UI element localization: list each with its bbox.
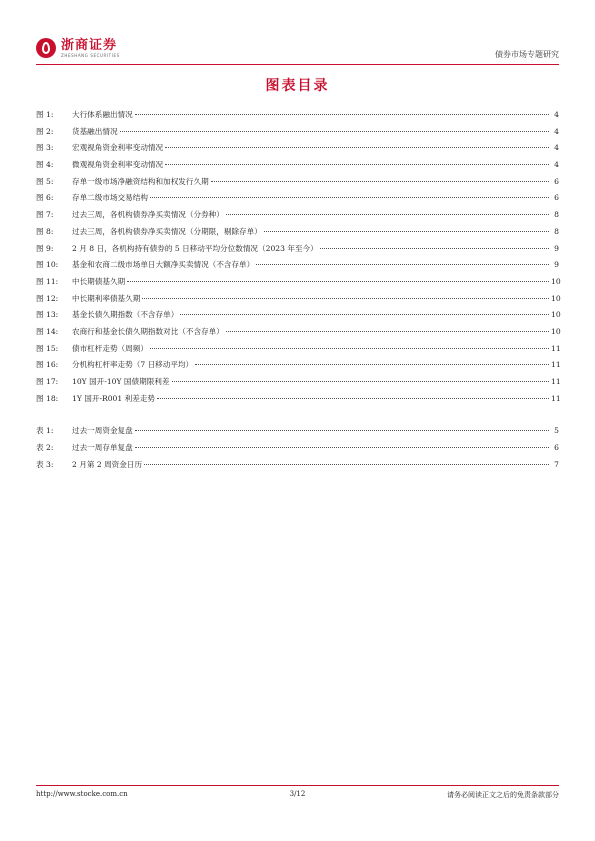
table-entry-page: 5 <box>554 426 559 436</box>
figure-entry-label: 图 16: <box>36 360 59 370</box>
figure-entry[interactable] <box>36 176 559 193</box>
figure-entry[interactable] <box>36 309 559 326</box>
figure-entry-title: 中长期债基久期 <box>72 276 126 286</box>
table-entry[interactable] <box>36 425 559 442</box>
figure-entry[interactable] <box>36 393 559 410</box>
page-number: 3/12 <box>289 790 306 798</box>
figure-entry[interactable] <box>36 192 559 209</box>
leader-dots <box>127 281 549 282</box>
figure-entry-title: 过去三周，各机构债券净买卖情况（分券种） <box>72 210 224 220</box>
figure-entry[interactable] <box>36 109 559 126</box>
figure-entry[interactable] <box>36 126 559 143</box>
figure-entry-label: 图 9: <box>36 243 54 253</box>
figure-entry-page: 6 <box>554 176 559 186</box>
figure-entry[interactable] <box>36 209 559 226</box>
leader-dots <box>195 364 549 365</box>
figure-entry-label: 图 8: <box>36 226 54 236</box>
leader-dots <box>165 164 549 165</box>
figure-entry-title: 过去三周，各机构债券净买卖情况（分期限，剔除存单） <box>72 226 262 236</box>
company-logo <box>36 38 120 58</box>
figure-entry-title: 分机构杠杆率走势（7 日移动平均） <box>72 360 194 370</box>
figure-entry-label: 图 1: <box>36 110 54 119</box>
leader-dots <box>120 131 549 132</box>
footer-divider <box>36 785 559 786</box>
figure-entry-label: 图 7: <box>36 210 54 220</box>
leader-dots <box>144 464 549 465</box>
table-entry[interactable] <box>36 459 559 476</box>
table-entry-label: 表 3: <box>36 459 54 469</box>
table-entry-label: 表 2: <box>36 443 54 453</box>
figure-entry-page: 9 <box>554 260 559 270</box>
leader-dots <box>142 298 549 299</box>
figure-entry[interactable] <box>36 259 559 276</box>
figure-entry-label: 图 4: <box>36 160 54 170</box>
table-of-figures <box>36 109 559 475</box>
footer-url[interactable]: http://www.stocke.com.cn <box>36 790 128 798</box>
table-entry-title: 过去一周资金复盘 <box>72 426 133 436</box>
figure-entry-page: 11 <box>551 360 561 370</box>
leader-dots <box>226 214 549 215</box>
figure-entry-page: 10 <box>551 276 561 286</box>
figure-entry-page: 4 <box>554 143 559 153</box>
leader-dots <box>150 348 549 349</box>
figure-entry-title: 2 月 8 日，各机构持有债券的 5 日移动平均分位数情况（2023 年至今） <box>72 243 318 253</box>
leader-dots <box>256 264 549 265</box>
figure-entry-page: 4 <box>554 126 559 136</box>
page-header <box>36 38 559 64</box>
figure-entry-title: 中长期利率债基久期 <box>72 293 141 303</box>
figure-entry-page: 10 <box>551 293 561 303</box>
figure-entry-page: 6 <box>554 193 559 203</box>
logo-mark-icon <box>36 38 56 58</box>
header-divider <box>36 64 559 65</box>
figure-entry-title: 大行体系融出情况 <box>72 110 133 119</box>
disclaimer-note: 请务必阅读正文之后的免责条款部分 <box>447 791 559 799</box>
figure-entry-page: 11 <box>551 393 561 403</box>
table-entry[interactable] <box>36 442 559 459</box>
figure-entry-title: 存单一级市场净融资结构和加权发行久期 <box>72 176 209 186</box>
figure-entry[interactable] <box>36 293 559 310</box>
leader-dots <box>135 114 549 115</box>
table-entry-title: 过去一周存单复盘 <box>72 443 133 453</box>
figure-entry-page: 8 <box>554 210 559 220</box>
figure-entry-title: 货基融出情况 <box>72 126 118 136</box>
section-gap <box>36 409 559 425</box>
leader-dots <box>157 398 549 399</box>
table-entry-page: 7 <box>554 459 559 469</box>
figure-entry-label: 图 6: <box>36 193 54 203</box>
page-title: 图表目录 <box>265 78 330 94</box>
leader-dots <box>211 181 549 182</box>
leader-dots <box>165 147 549 148</box>
leader-dots <box>150 197 549 198</box>
table-entry-title: 2 月第 2 周资金日历 <box>72 459 143 469</box>
leader-dots <box>264 231 549 232</box>
logo-english-name: ZHESHANG SECURITIES <box>61 52 120 58</box>
figure-entry-label: 图 14: <box>36 326 59 336</box>
leader-dots <box>135 447 549 448</box>
figure-entry-page: 9 <box>554 243 559 253</box>
figure-entry-title: 基金和农商二级市场单日大额净买卖情况（不含存单） <box>72 260 255 270</box>
figure-entry-title: 存单二级市场交易结构 <box>72 193 148 203</box>
figure-entry-page: 11 <box>551 343 561 353</box>
figure-entry[interactable] <box>36 326 559 343</box>
figure-entry-page: 10 <box>551 310 561 320</box>
figure-entry-title: 宏观视角资金利率变动情况 <box>72 143 164 153</box>
report-category: 债券市场专题研究 <box>495 50 559 59</box>
figure-entry-label: 图 13: <box>36 310 59 320</box>
figure-entry-label: 图 5: <box>36 176 54 186</box>
figure-entry-title: 微观视角资金利率变动情况 <box>72 160 164 170</box>
figure-entry[interactable] <box>36 359 559 376</box>
figure-entry-label: 图 10: <box>36 260 59 270</box>
figure-entry-label: 图 18: <box>36 393 59 403</box>
figure-entry[interactable] <box>36 343 559 360</box>
table-entry-label: 表 1: <box>36 426 54 436</box>
figure-entry-page: 4 <box>554 160 559 170</box>
figure-list <box>36 109 559 409</box>
leader-dots <box>320 248 549 249</box>
figure-entry-page: 4 <box>554 110 559 119</box>
figure-entry-label: 图 15: <box>36 343 59 353</box>
figure-entry-title: 1Y 国开-R001 利差走势 <box>72 393 156 403</box>
figure-entry-page: 11 <box>551 377 561 386</box>
figure-entry-label: 图 12: <box>36 293 59 303</box>
figure-entry-page: 10 <box>551 326 561 336</box>
figure-entry[interactable] <box>36 226 559 243</box>
figure-entry[interactable] <box>36 142 559 159</box>
figure-entry[interactable] <box>36 276 559 293</box>
leader-dots <box>135 430 549 431</box>
leader-dots <box>226 331 549 332</box>
figure-entry-label: 图 3: <box>36 143 54 153</box>
leader-dots <box>180 314 549 315</box>
figure-entry-label: 图 11: <box>36 276 59 286</box>
figure-entry-title: 10Y 国开-10Y 国债期限利差 <box>72 377 170 386</box>
page-footer <box>36 790 559 802</box>
figure-entry[interactable] <box>36 243 559 260</box>
figure-entry-page: 8 <box>554 226 559 236</box>
logo-name: 浙商证券 <box>61 37 118 53</box>
figure-entry-title: 基金长债久期指数（不含存单） <box>72 310 179 320</box>
figure-entry-title: 债市杠杆走势（周频） <box>72 343 148 353</box>
figure-entry-title: 农商行和基金长债久期指数对比（不含存单） <box>72 326 224 336</box>
figure-entry[interactable] <box>36 159 559 176</box>
figure-entry-label: 图 17: <box>36 377 59 386</box>
figure-entry-label: 图 2: <box>36 126 54 136</box>
table-entry-page: 6 <box>554 443 559 453</box>
leader-dots <box>172 381 550 382</box>
figure-entry[interactable] <box>36 376 559 393</box>
table-list <box>36 425 559 475</box>
